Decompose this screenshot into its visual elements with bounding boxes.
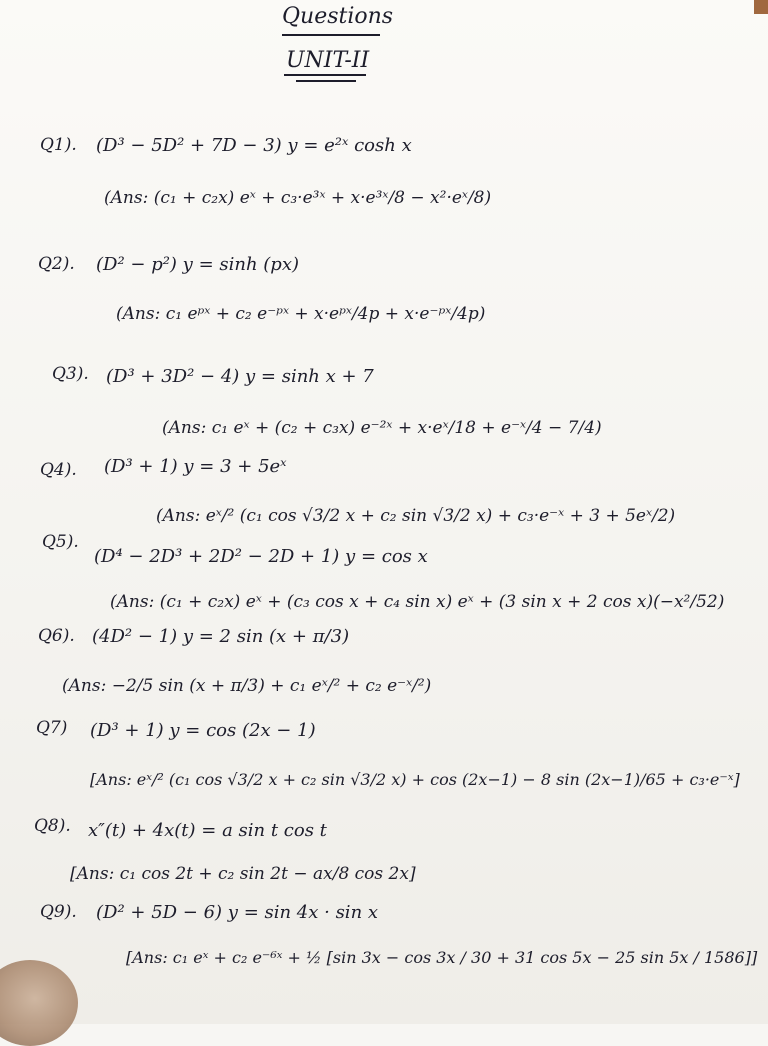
thumb-in-corner — [0, 960, 78, 1046]
page-corner-mark — [754, 0, 768, 14]
answer-line: [Ans: c₁ cos 2t + c₂ sin 2t − ax/8 cos 2x] — [70, 864, 416, 884]
unit-underline-1 — [284, 74, 366, 76]
question-label: Q5). — [42, 532, 79, 552]
question-label: Q3). — [52, 364, 89, 384]
question-equation: (D⁴ − 2D³ + 2D² − 2D + 1) y = cos x — [94, 546, 428, 567]
unit-underline-2 — [296, 80, 356, 82]
question-equation: (D² + 5D − 6) y = sin 4x · sin x — [96, 902, 379, 923]
question-label: Q6). — [38, 626, 75, 646]
question-equation: (D³ + 1) y = cos (2x − 1) — [90, 720, 316, 741]
answer-line: (Ans: (c₁ + c₂x) eˣ + (c₃ cos x + c₄ sin x) eˣ + (3 sin x + 2 cos x)(−x²/52) — [110, 592, 725, 612]
question-label: Q2). — [38, 254, 75, 274]
answer-line: [Ans: eˣ/² (c₁ cos √3/2 x + c₂ sin √3/2 x) + cos (2x−1) − 8 sin (2x−1)/65 + c₃·e⁻ˣ] — [90, 770, 740, 789]
answer-line: (Ans: c₁ eᵖˣ + c₂ e⁻ᵖˣ + x·eᵖˣ/4p + x·e⁻ᵖˣ/4p) — [116, 304, 486, 324]
question-label: Q7) — [36, 718, 68, 738]
question-equation: (D³ + 3D² − 4) y = sinh x + 7 — [106, 366, 374, 387]
answer-line: (Ans: −2/5 sin (x + π/3) + c₁ eˣ/² + c₂ e⁻ˣ/²) — [62, 676, 432, 696]
page-title: Questions — [282, 4, 394, 29]
title-underline — [282, 34, 380, 36]
question-equation: (D³ + 1) y = 3 + 5eˣ — [104, 456, 287, 477]
question-label: Q9). — [40, 902, 77, 922]
question-label: Q1). — [40, 135, 77, 155]
question-equation: x″(t) + 4x(t) = a sin t cos t — [88, 820, 327, 841]
answer-line: (Ans: (c₁ + c₂x) eˣ + c₃·e³ˣ + x·e³ˣ/8 − x²·eˣ/8) — [104, 188, 492, 208]
answer-line: (Ans: eˣ/² (c₁ cos √3/2 x + c₂ sin √3/2 x) + c₃·e⁻ˣ + 3 + 5eˣ/2) — [156, 506, 676, 526]
question-equation: (D² − p²) y = sinh (px) — [96, 254, 299, 275]
answer-line: [Ans: c₁ eˣ + c₂ e⁻⁶ˣ + ½ [sin 3x − cos 3x / 30 + 31 cos 5x − 25 sin 5x / 1586]] — [126, 948, 758, 967]
unit-heading: UNIT-II — [286, 48, 370, 73]
answer-line: (Ans: c₁ eˣ + (c₂ + c₃x) e⁻²ˣ + x·eˣ/18 + e⁻ˣ/4 − 7/4) — [162, 418, 602, 438]
question-equation: (D³ − 5D² + 7D − 3) y = e²ˣ cosh x — [96, 135, 412, 156]
question-label: Q4). — [40, 460, 77, 480]
question-equation: (4D² − 1) y = 2 sin (x + π/3) — [92, 626, 350, 647]
question-label: Q8). — [34, 816, 71, 836]
